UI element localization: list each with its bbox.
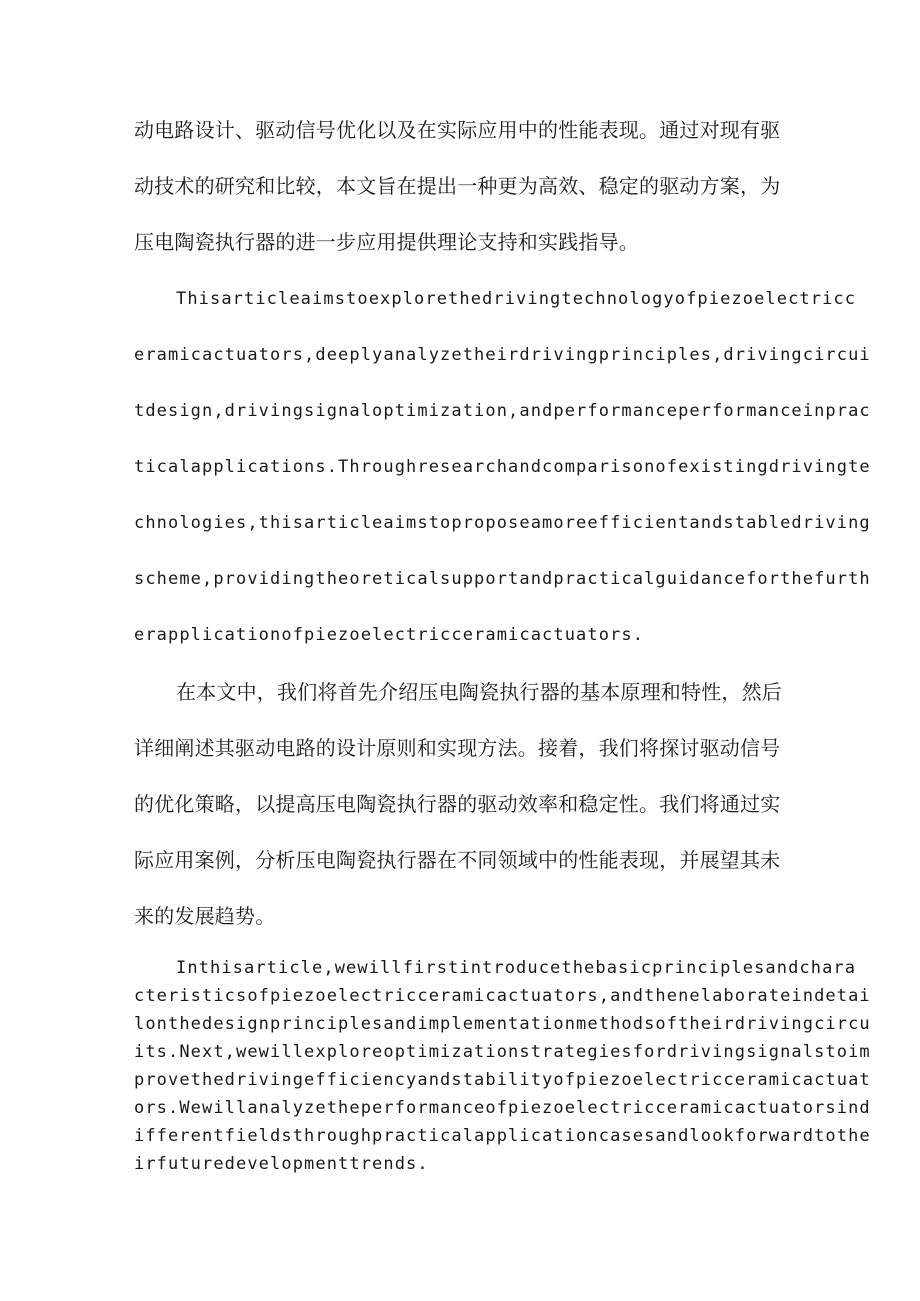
- paragraph-4-line: ifferentfieldsthroughpracticalapplicationcasesandlookforwardtothe: [134, 1126, 871, 1146]
- paragraph-4-line: lonthedesignprinciplesandimplementationmethodsoftheirdrivingcircu: [134, 1014, 871, 1034]
- paragraph-4-line: cteristicsofpiezoelectricceramicactuators,andthenelaborateindetai: [134, 986, 871, 1006]
- paragraph-3-line: 详细阐述其驱动电路的设计原则和实现方法。接着，我们将探讨驱动信号: [134, 736, 781, 760]
- paragraph-2-line: eramicactuators,deeplyanalyzetheirdrivingprinciples,drivingcircui: [134, 345, 871, 365]
- paragraph-4-line: its.Next,wewillexploreoptimizationstrategiesfordrivingsignalstoim: [134, 1042, 871, 1062]
- paragraph-2-line: Thisarticleaimstoexplorethedrivingtechnologyofpiezoelectricc: [176, 289, 857, 309]
- paragraph-2-line: scheme,providingtheoreticalsupportandpracticalguidanceforthefurth: [134, 569, 871, 589]
- paragraph-4-line: irfuturedevelopmenttrends.: [134, 1154, 429, 1174]
- paragraph-4-line: provethedrivingefficiencyandstabilityofpiezoelectricceramicactuat: [134, 1070, 871, 1090]
- paragraph-2-line: chnologies,thisarticleaimstoproposeamoreefficientandstabledriving: [134, 513, 871, 533]
- paragraph-4-line: Inthisarticle,wewillfirstintroducethebasicprinciplesandchara: [176, 958, 857, 978]
- paragraph-3-line: 在本文中，我们将首先介绍压电陶瓷执行器的基本原理和特性，然后: [176, 680, 782, 704]
- paragraph-4-line: ors.Wewillanalyzetheperformanceofpiezoelectricceramicactuatorsind: [134, 1098, 871, 1118]
- paragraph-1-line: 动技术的研究和比较，本文旨在提出一种更为高效、稳定的驱动方案，为: [134, 174, 781, 198]
- paragraph-2-line: erapplicationofpiezoelectricceramicactuators.: [134, 625, 645, 645]
- paragraph-2-line: ticalapplications.Throughresearchandcomparisonofexistingdrivingte: [134, 457, 871, 477]
- paragraph-3-line: 来的发展趋势。: [134, 904, 276, 928]
- paragraph-1-line: 动电路设计、驱动信号优化以及在实际应用中的性能表现。通过对现有驱: [134, 118, 781, 142]
- paragraph-2-line: tdesign,drivingsignaloptimization,andperformanceperformanceinprac: [134, 401, 871, 421]
- paragraph-3-line: 际应用案例，分析压电陶瓷执行器在不同领域中的性能表现，并展望其未: [134, 848, 781, 872]
- paragraph-3-line: 的优化策略，以提高压电陶瓷执行器的驱动效率和稳定性。我们将通过实: [134, 792, 781, 816]
- paragraph-1-line: 压电陶瓷执行器的进一步应用提供理论支持和实践指导。: [134, 230, 639, 254]
